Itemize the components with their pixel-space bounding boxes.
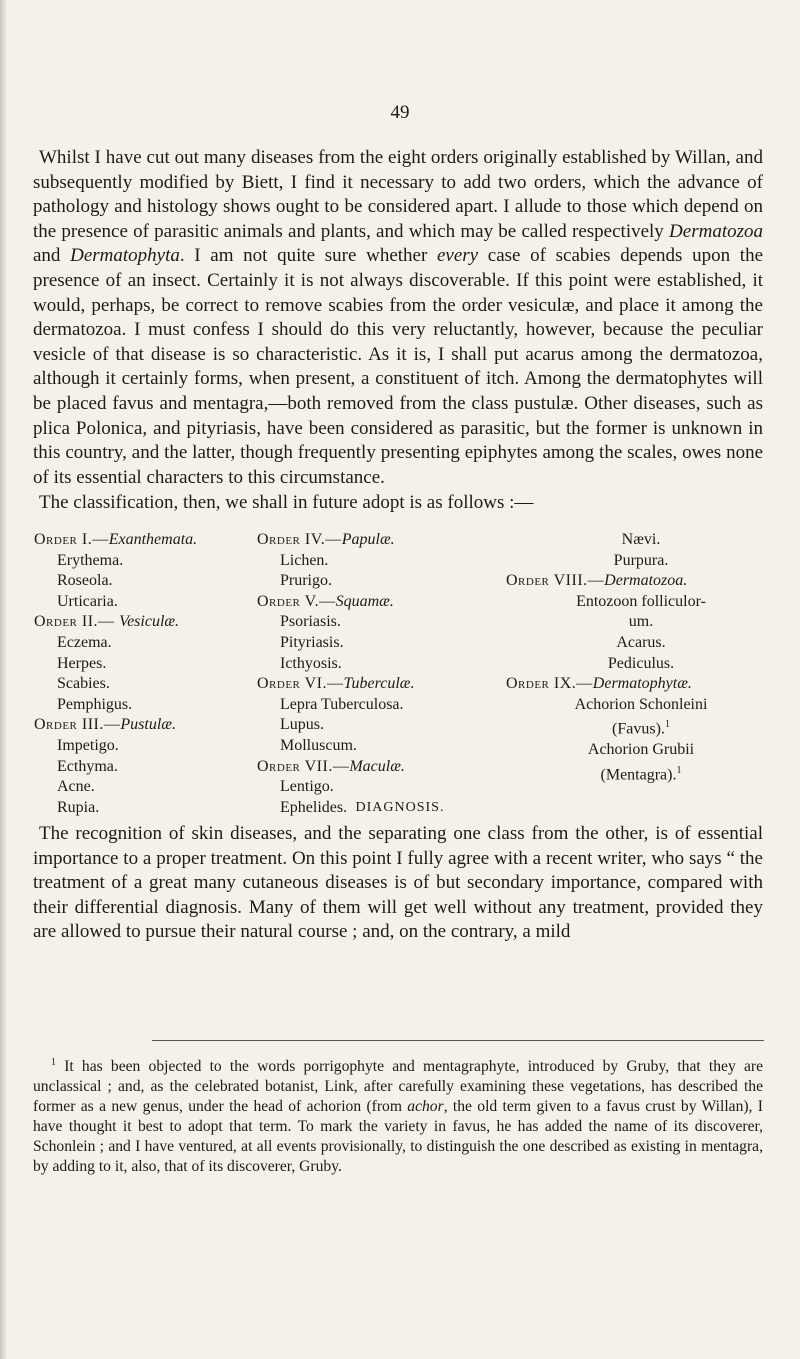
disease-item: Pemphigus. bbox=[57, 695, 133, 713]
term-every: every bbox=[436, 245, 479, 267]
order-name: Papulæ. bbox=[341, 531, 395, 548]
order-label: Order VI.— bbox=[257, 675, 344, 693]
order-heading bbox=[257, 530, 517, 551]
disease-item: Herpes. bbox=[57, 654, 107, 672]
intro-text-a: Whilst I have cut out many diseases from the eight orders originally established by Willan, and subsequently modified by Biett, I find it necessary to add two orders, which the advance of pathology and histology shows ought to be considered apart. I allude to those which depend on the presence of parasitic animals and plants, and which may be called respectively bbox=[33, 147, 763, 242]
order-name: Tuberculæ. bbox=[343, 675, 415, 693]
disease-item: Pediculus. bbox=[607, 654, 675, 672]
orders-column-1 bbox=[34, 530, 264, 818]
classification-intro: The classification, then, we shall in future adopt is as follows :— bbox=[39, 492, 534, 513]
disease-item: Rupia. bbox=[57, 798, 100, 816]
disease-item: Molluscum. bbox=[280, 736, 357, 754]
disease-item: Achorion Schonleini bbox=[574, 695, 708, 713]
disease-item: Achorion Grubii bbox=[587, 741, 695, 759]
order-label: Order V.— bbox=[257, 592, 336, 610]
order-name: Maculæ. bbox=[349, 757, 405, 775]
page-gutter bbox=[0, 0, 6, 1359]
disease-item: Ephelides. bbox=[280, 798, 348, 816]
disease-item: Lupus. bbox=[280, 716, 324, 734]
term-dermatophyta: Dermatophyta bbox=[70, 245, 180, 267]
disease-item: (Mentagra).$^1$ bbox=[600, 764, 682, 784]
footnote-ref: 1 bbox=[676, 764, 682, 776]
disease-item: Pityriasis. bbox=[280, 633, 344, 651]
diagnosis-paragraph: The recognition of skin diseases, and the separating one class from the other, is of essential importance to a proper treatment. On this point I fully agree with a recent writer, who says “ the treatment of a great many cutaneous diseases is of but secondary importance, compared with their differential diagnosis. Many of them will get well without any treatment, provided they are allowed to pursue their natural course ; and, on the contrary, a mild bbox=[33, 823, 763, 943]
disease-item: Lepra Tuberculosa. bbox=[280, 695, 404, 713]
orders-column-2 bbox=[257, 530, 517, 818]
order-name: Pustulæ. bbox=[120, 716, 176, 734]
intro-paragraph bbox=[33, 146, 763, 490]
disease-item: Prurigo. bbox=[280, 572, 332, 590]
disease-item: um. bbox=[628, 613, 654, 631]
order-name: Vesiculæ. bbox=[119, 613, 180, 631]
footnote-text-a: It has been objected to the words porrigophyte and mentagraphyte, introduced by Gruby, that they are unclassical ; and, as the celebrated botanist, Link, after carefully examining these vegetations, has described the former as a new genus, under the head of achorion (from bbox=[33, 1058, 763, 1115]
disease-item: Icthyosis. bbox=[280, 654, 342, 672]
intro-text-d: case of scabies depends upon the presence of an insect. Certainly it is not always discoverable. If this point were established, it would, perhaps, be correct to remove scabies from the order vesiculæ, and place it among the dermatozoa. I must confess I should do this very reluctantly, however, because the peculiar vesicle of that disease is so characteristic. As it is, I shall put acarus among the dermatozoa, although it certainly forms, when present, a constituent of itch. Among the dermatophytes will be placed favus and mentagra,—both removed from the class pustulæ. Other diseases, such as plica Polonica, and pityriasis, have been considered as parasitic, but the former is unknown in this country, and the latter, though frequently presenting epiphytes among the scales, owes none of its essential characters to this circumstance. bbox=[33, 245, 764, 488]
disease-item: Entozoon folliculor- bbox=[576, 592, 706, 610]
order-label: Order IX.— bbox=[506, 675, 593, 693]
footnote-term-achor: achor bbox=[407, 1098, 444, 1115]
disease-item: Lentigo. bbox=[280, 778, 334, 796]
order-label: Order VII.— bbox=[257, 757, 350, 775]
order-label: Order IV.— bbox=[257, 531, 342, 548]
disease-item: Ecthyma. bbox=[57, 757, 118, 775]
order-heading bbox=[506, 571, 776, 592]
disease-item: Acne. bbox=[57, 778, 95, 796]
order-heading bbox=[257, 674, 517, 695]
footnote bbox=[33, 1053, 763, 1177]
disease-item: Acarus. bbox=[616, 633, 666, 651]
order-heading bbox=[257, 757, 517, 778]
disease-item: Erythema. bbox=[57, 551, 124, 569]
order-label: Order II.— bbox=[34, 613, 120, 631]
order-heading bbox=[257, 592, 517, 613]
order-heading bbox=[34, 715, 264, 736]
order-heading bbox=[506, 674, 776, 695]
order-label: Order I.— bbox=[34, 531, 109, 548]
footnote-marker: 1 bbox=[51, 1057, 56, 1068]
page-number: 49 bbox=[390, 102, 410, 123]
order-label: Order III.— bbox=[34, 716, 121, 734]
disease-item: Eczema. bbox=[57, 633, 112, 651]
disease-item: Roseola. bbox=[57, 572, 113, 590]
disease-item: Urticaria. bbox=[57, 592, 118, 610]
disease-item: Lichen. bbox=[280, 551, 329, 569]
order-label: Order VIII.— bbox=[506, 572, 605, 590]
order-name: Exanthemata. bbox=[108, 531, 198, 548]
section-heading-diagnosis: DIAGNOSIS. bbox=[355, 800, 445, 815]
intro-text-b: and bbox=[33, 245, 71, 267]
term-dermatozoa: Dermatozoa bbox=[669, 220, 763, 242]
intro-text-c: . I am not quite sure whether bbox=[179, 245, 437, 267]
disease-item: Impetigo. bbox=[57, 736, 119, 754]
order-name: Dermatozoa. bbox=[604, 572, 688, 590]
order-name: Dermatophytæ. bbox=[592, 675, 692, 693]
disease-item: Psoriasis. bbox=[280, 613, 341, 631]
disease-item: (Favus).$^1$ bbox=[612, 719, 670, 738]
footnote-text-b: , the old term given to a favus crust by Willan), I have thought it best to adopt that term. To mark the variety in favus, he has added the name of its discoverer, Schonlein ; and I have ventured, at all events provisionally, to distinguish the one described as existing in mentagra, by adding to it, also, that of its discoverer, Gruby. bbox=[33, 1098, 763, 1175]
disease-item: Scabies. bbox=[57, 675, 110, 693]
disease-item: Purpura. bbox=[613, 551, 669, 569]
footnote-ref: 1 bbox=[664, 719, 670, 731]
footnote-rule bbox=[152, 1040, 764, 1041]
order-heading bbox=[34, 612, 264, 633]
orders-column-3 bbox=[506, 530, 776, 786]
order-name: Squamæ. bbox=[335, 592, 394, 610]
order-heading bbox=[34, 530, 264, 551]
disease-item: Nævi. bbox=[621, 531, 661, 548]
